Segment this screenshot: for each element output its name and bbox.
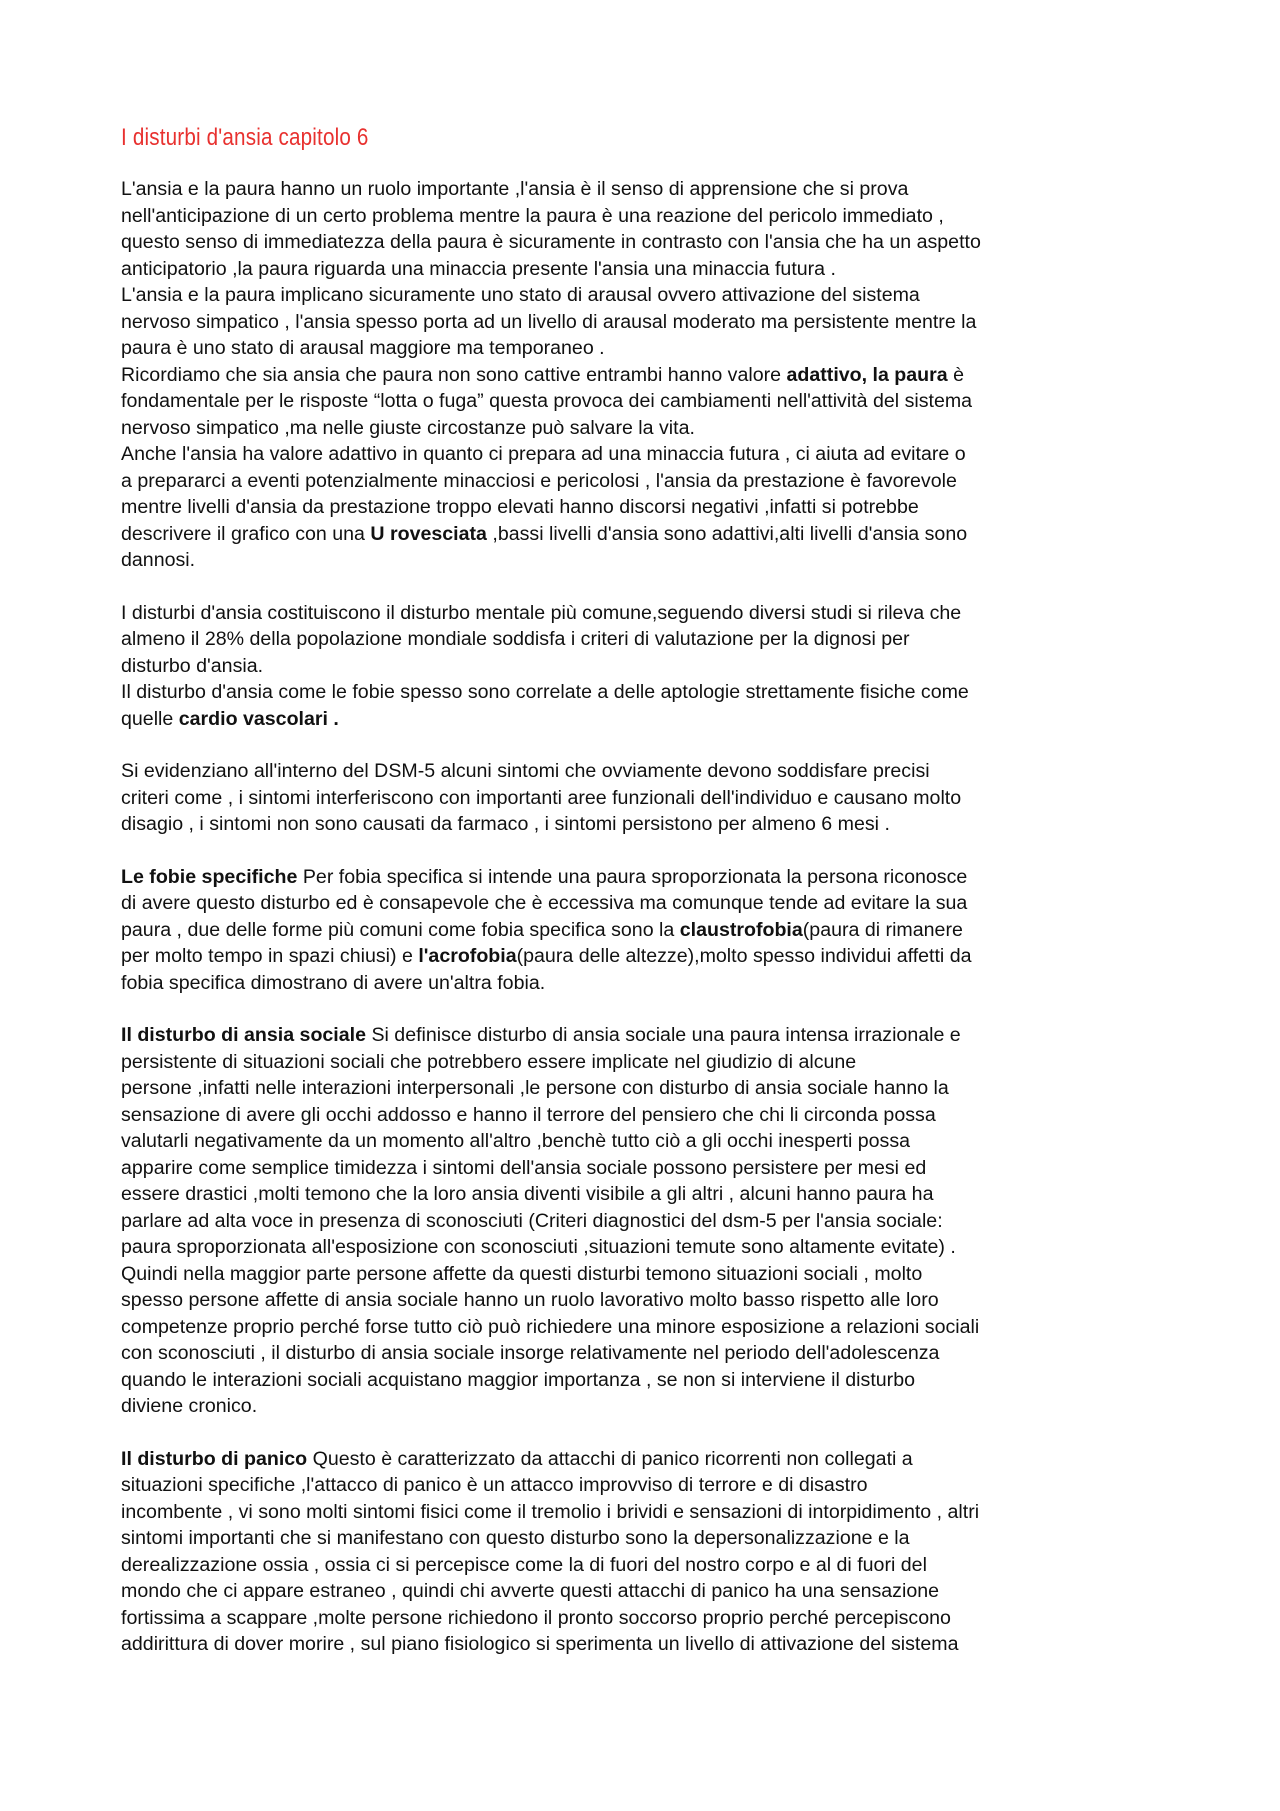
text-run: descrivere il grafico con una: [121, 522, 371, 545]
bold-term: claustrofobia: [679, 918, 803, 941]
text-run: Per fobia specifica si intende una paura sproporzionata la persona riconosce: [297, 865, 968, 888]
text-line: [121, 1208, 1171, 1235]
text-run: fortissima a scappare ,molte persone richiedono il pronto soccorso proprio perché percepiscono: [121, 1606, 951, 1629]
text-run: competenze proprio perché forse tutto ciò può richiedere una minore esposizione a relazioni sociali: [121, 1315, 980, 1338]
text-run: di avere questo disturbo ed è consapevole che è eccessiva ma comunque tende ad evitare la sua: [121, 892, 968, 914]
text-line: [121, 1631, 1171, 1658]
text-line: [121, 1128, 1171, 1155]
text-run: derealizzazione ossia , ossia ci si percepisce come la di fuori del nostro corpo e al di fuori del: [121, 1553, 927, 1576]
text-run: L'ansia e la paura implicano sicuramente uno stato di arausal ovvero attivazione del sistema: [121, 284, 920, 306]
text-run: paura sproporzionata all'esposizione con sconosciuti ,situazioni temute sono altamente evitate) .: [121, 1236, 956, 1258]
text-line: [121, 1314, 1171, 1341]
text-line: [121, 494, 1171, 521]
text-run: nervoso simpatico ,ma nelle giuste circostanze può salvare la vita.: [121, 416, 695, 439]
text-run: (paura delle altezze),molto spesso individui affetti da: [516, 945, 972, 967]
text-line: [121, 1340, 1171, 1367]
text-line: [121, 1446, 1171, 1473]
text-line: [121, 679, 1171, 706]
document-body: [121, 176, 1171, 1658]
text-line: [121, 309, 1171, 336]
text-run: apparire come semplice timidezza i sintomi dell'ansia sociale possono persistere per mesi ed: [121, 1156, 927, 1179]
text-run: Ricordiamo che sia ansia che paura non sono cattive entrambi hanno valore: [121, 363, 787, 386]
text-run: fondamentale per le risposte “lotta o fuga” questa provoca dei cambiamenti nell'attività del sistema: [121, 390, 973, 412]
bold-term: Il disturbo di panico: [121, 1447, 308, 1470]
text-run: I disturbi d'ansia costituiscono il disturbo mentale più comune,seguendo diversi studi si rileva che: [121, 601, 962, 624]
text-line: [121, 1075, 1171, 1102]
text-line: [121, 1155, 1171, 1182]
text-line: [121, 811, 1171, 838]
paragraph-gap: [121, 574, 1171, 600]
text-run: persone ,infatti nelle interazioni interpersonali ,le persone con disturbo di ansia sociale hanno la: [121, 1077, 949, 1099]
text-line: [121, 282, 1171, 309]
text-line: [121, 1102, 1171, 1129]
text-run: a prepararci a eventi potenzialmente minacciosi e pericolosi , l'ansia da prestazione è favorevole: [121, 469, 957, 492]
text-line: [121, 758, 1171, 785]
text-line: [121, 335, 1171, 362]
text-run: questo senso di immediatezza della paura è sicuramente in contrasto con l'ansia che ha un aspetto: [121, 231, 981, 253]
text-run: quando le interazioni sociali acquistano maggior importanza , se non si interviene il disturbo: [121, 1368, 915, 1391]
text-line: [121, 547, 1171, 574]
text-run: Si evidenziano all'interno del DSM-5 alcuni sintomi che ovviamente devono soddisfare precisi: [121, 760, 930, 782]
document-title: I disturbi d'ansia capitolo 6: [121, 124, 369, 151]
text-run: situazioni specifiche ,l'attacco di panico è un attacco improvviso di terrore e di disastro: [121, 1474, 868, 1496]
text-line: [121, 943, 1171, 970]
text-line: [121, 1578, 1171, 1605]
text-line: [121, 468, 1171, 495]
text-run: (paura di rimanere: [802, 918, 963, 941]
text-line: [121, 706, 1171, 733]
text-line: [121, 600, 1171, 627]
text-run: paura , due delle forme più comuni come fobia specifica sono la: [121, 918, 680, 941]
text-run: disagio , i sintomi non sono causati da farmaco , i sintomi persistono per almeno 6 mesi .: [121, 813, 890, 835]
text-line: [121, 1287, 1171, 1314]
text-run: Questo è caratterizzato da attacchi di panico ricorrenti non collegati a: [307, 1447, 913, 1470]
text-run: è: [947, 363, 964, 386]
text-line: [121, 256, 1171, 283]
text-run: per molto tempo in spazi chiusi) e: [121, 945, 419, 967]
text-run: almeno il 28% della popolazione mondiale soddisfa i criteri di valutazione per la dignosi per: [121, 628, 910, 650]
text-line: [121, 1393, 1171, 1420]
text-line: [121, 917, 1171, 944]
bold-term: U rovesciata: [370, 522, 487, 545]
text-line: [121, 1234, 1171, 1261]
text-line: [121, 415, 1171, 442]
paragraph: [121, 1022, 1171, 1420]
text-line: [121, 1605, 1171, 1632]
text-run: mentre livelli d'ansia da prestazione troppo elevati hanno discorsi negativi ,infatti si potrebbe: [121, 496, 919, 518]
text-line: [121, 1525, 1171, 1552]
text-line: [121, 785, 1171, 812]
bold-term: adattivo, la paura: [786, 363, 948, 386]
text-run: essere drastici ,molti temono che la loro ansia diventi visibile a gli altri , alcuni hanno paura ha: [121, 1183, 934, 1205]
text-run: nervoso simpatico , l'ansia spesso porta ad un livello di arausal moderato ma persistente mentre la: [121, 310, 977, 333]
text-run: fobia specifica dimostrano di avere un'altra fobia.: [121, 971, 546, 994]
text-run: Quindi nella maggior parte persone affette da questi disturbi temono situazioni sociali , molto: [121, 1262, 923, 1285]
paragraph-gap: [121, 838, 1171, 864]
paragraph: [121, 600, 1171, 733]
text-line: [121, 229, 1171, 256]
text-line: [121, 1472, 1171, 1499]
paragraph-gap: [121, 996, 1171, 1022]
text-line: [121, 970, 1171, 997]
text-run: criteri come , i sintomi interferiscono con importanti aree funzionali dell'individuo e causano molto: [121, 786, 962, 809]
text-run: Il disturbo d'ansia come le fobie spesso sono correlate a delle aptologie strettamente fisiche come: [121, 681, 969, 703]
text-line: [121, 521, 1171, 548]
text-line: [121, 176, 1171, 203]
bold-term: Il disturbo di ansia sociale: [121, 1024, 366, 1046]
text-line: [121, 1181, 1171, 1208]
text-run: anticipatorio ,la paura riguarda una minaccia presente l'ansia una minaccia futura .: [121, 257, 836, 280]
paragraph-gap: [121, 1420, 1171, 1446]
text-run: sintomi importanti che si manifestano con questo disturbo sono la depersonalizzazione e la: [121, 1527, 910, 1549]
paragraph: [121, 758, 1171, 838]
text-run: spesso persone affette di ansia sociale hanno un ruolo lavorativo molto basso rispetto alle loro: [121, 1289, 939, 1311]
paragraph-gap: [121, 732, 1171, 758]
document-page: [121, 110, 1171, 1658]
text-run: disturbo d'ansia.: [121, 654, 264, 677]
bold-term: cardio vascolari .: [178, 707, 339, 730]
text-line: [121, 362, 1171, 389]
bold-term: Le fobie specifiche: [121, 865, 298, 888]
text-line: [121, 1367, 1171, 1394]
text-run: incombente , vi sono molti sintomi fisici come il tremolio i brividi e sensazioni di intorpidimento , altri: [121, 1500, 980, 1523]
text-run: con sconosciuti , il disturbo di ansia sociale insorge relativamente nel periodo dell'adolescenza: [121, 1342, 940, 1364]
text-run: Anche l'ansia ha valore adattivo in quanto ci prepara ad una minaccia futura , ci aiuta ad evitare o: [121, 443, 966, 465]
text-run: quelle: [121, 707, 179, 730]
text-run: parlare ad alta voce in presenza di sconosciuti (Criteri diagnostici del dsm-5 per l'ansia sociale:: [121, 1209, 943, 1232]
text-line: [121, 1261, 1171, 1288]
text-line: [121, 1049, 1171, 1076]
text-run: dannosi.: [121, 549, 196, 571]
paragraph: [121, 1446, 1171, 1658]
text-run: L'ansia e la paura hanno un ruolo importante ,l'ansia è il senso di apprensione che si prova: [121, 178, 909, 200]
text-run: persistente di situazioni sociali che potrebbero essere implicate nel giudizio di alcune: [121, 1050, 857, 1073]
text-line: [121, 388, 1171, 415]
text-run: nell'anticipazione di un certo problema mentre la paura è una reazione del pericolo immediato ,: [121, 204, 944, 227]
text-line: [121, 441, 1171, 468]
text-run: diviene cronico.: [121, 1395, 258, 1417]
bold-term: l'acrofobia: [418, 945, 517, 967]
paragraph: [121, 176, 1171, 574]
text-line: [121, 1022, 1171, 1049]
text-run: sensazione di avere gli occhi addosso e hanno il terrore del pensiero che chi li circonda possa: [121, 1103, 936, 1126]
text-run: mondo che ci appare estraneo , quindi chi avverte questi attacchi di panico ha una sensazione: [121, 1580, 940, 1602]
text-run: paura è uno stato di arausal maggiore ma temporaneo .: [121, 337, 605, 359]
text-line: [121, 1499, 1171, 1526]
text-line: [121, 626, 1171, 653]
text-line: [121, 653, 1171, 680]
text-line: [121, 1552, 1171, 1579]
text-line: [121, 203, 1171, 230]
text-run: ,bassi livelli d'ansia sono adattivi,alti livelli d'ansia sono: [486, 522, 968, 545]
paragraph: [121, 864, 1171, 997]
text-line: [121, 890, 1171, 917]
text-run: addirittura di dover morire , sul piano fisiologico si sperimenta un livello di attivazione del sistema: [121, 1633, 959, 1655]
text-line: [121, 864, 1171, 891]
text-run: Si definisce disturbo di ansia sociale una paura intensa irrazionale e: [366, 1024, 961, 1046]
text-run: valutarli negativamente da un momento all'altro ,benchè tutto ciò a gli occhi inesperti possa: [121, 1130, 911, 1152]
